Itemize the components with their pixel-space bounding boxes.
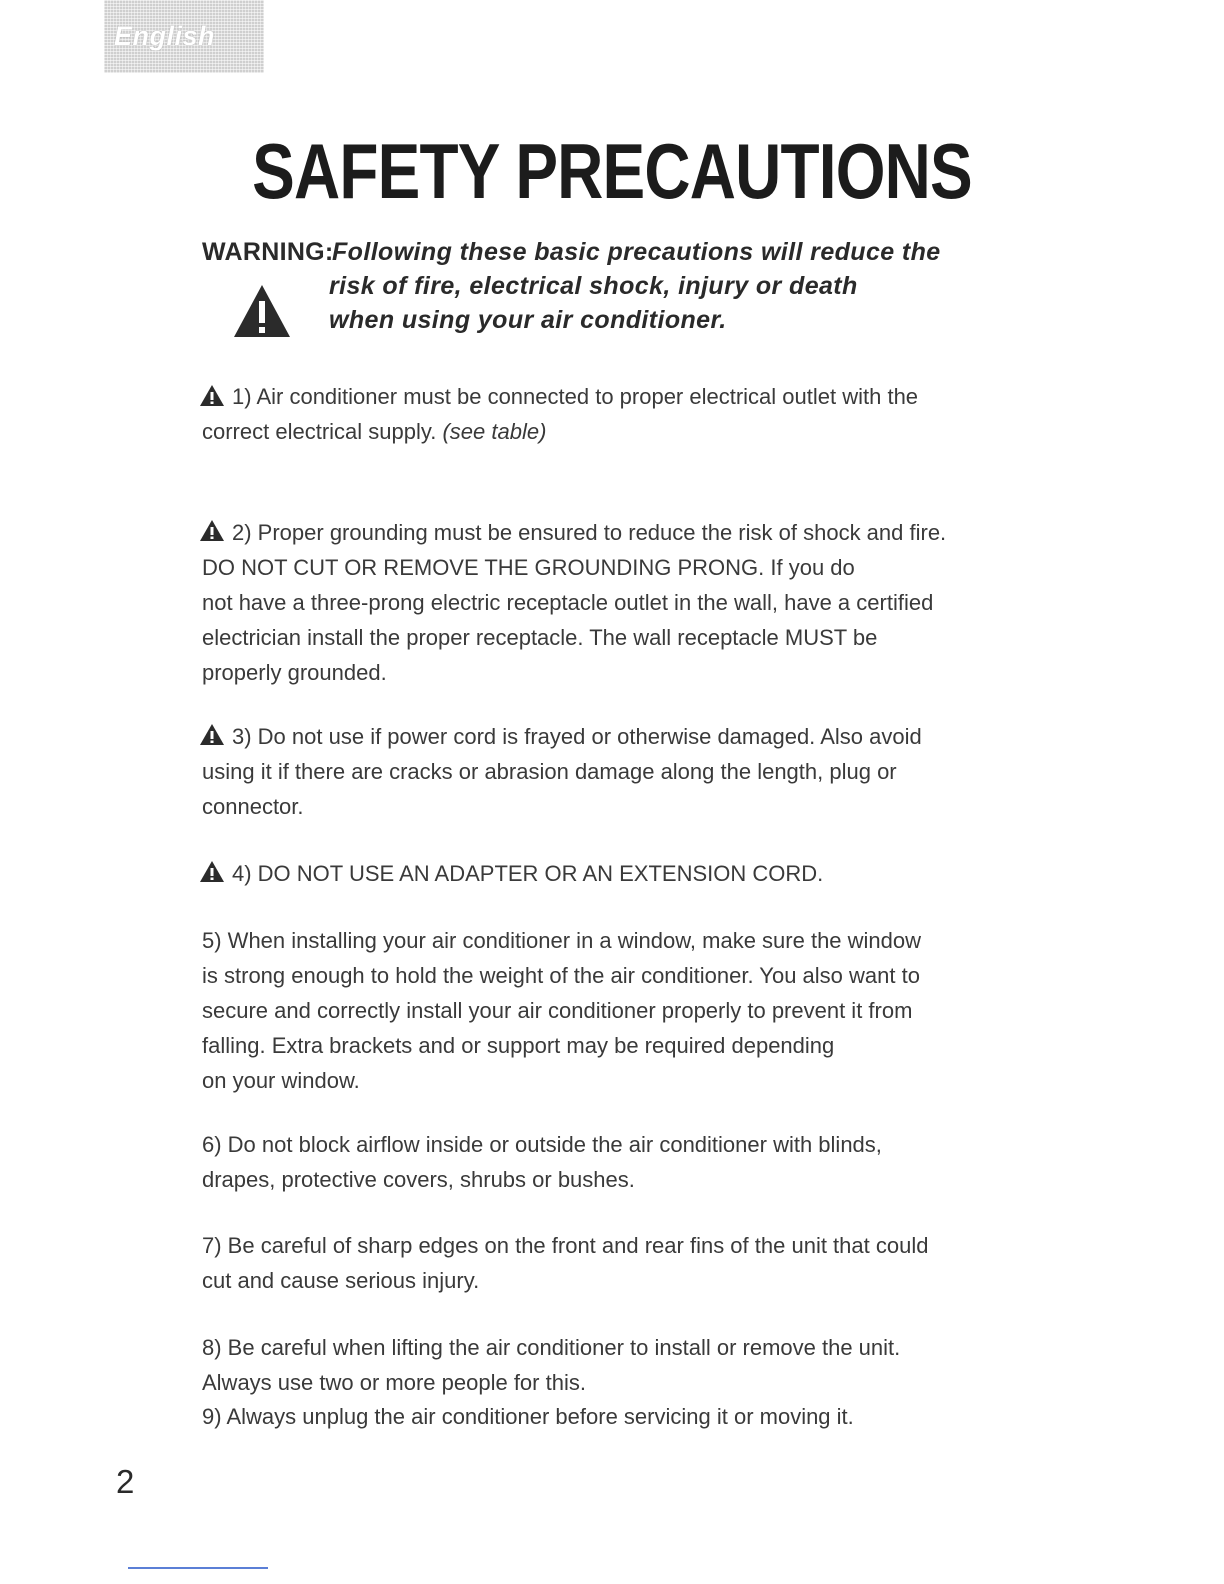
- item-2-line-5: properly grounded.: [202, 660, 387, 685]
- item-2-line-2: DO NOT CUT OR REMOVE THE GROUNDING PRONG. If you do: [202, 555, 855, 580]
- item-5-line-4: falling. Extra brackets and or support may be required depending: [202, 1033, 835, 1058]
- item-5-line-1: 5) When installing your air conditioner in a window, make sure the window: [202, 928, 922, 953]
- item-5-line-2: is strong enough to hold the weight of the air conditioner. You also want to: [202, 963, 920, 988]
- precaution-item-4: [202, 856, 1022, 891]
- page-number: 2: [116, 1463, 135, 1500]
- item-1-line-1: 1) Air conditioner must be connected to proper electrical outlet with the: [232, 384, 919, 409]
- footer-rule: [128, 1567, 268, 1569]
- warning-line-3: when using your air conditioner.: [329, 306, 727, 334]
- precaution-item-5: [202, 923, 1022, 1098]
- item-2-line-4: electrician install the proper receptacle. The wall receptacle MUST be: [202, 625, 878, 650]
- item-1-line-2: correct electrical supply.: [202, 419, 437, 444]
- precaution-item-3: [202, 719, 1022, 824]
- item-2-line-1: 2) Proper grounding must be ensured to reduce the risk of shock and fire.: [232, 520, 947, 545]
- item-1-note: (see table): [442, 419, 547, 444]
- item-6-line-1: 6) Do not block airflow inside or outside the air conditioner with blinds,: [202, 1132, 882, 1157]
- warning-label: WARNING:: [202, 238, 334, 266]
- precaution-item-7: [202, 1228, 1022, 1298]
- item-3-line-3: connector.: [202, 794, 304, 819]
- precaution-item-8: [202, 1330, 1022, 1400]
- item-5-line-5: on your window.: [202, 1068, 360, 1093]
- item-3-line-2: using it if there are cracks or abrasion damage along the length, plug or: [202, 759, 897, 784]
- page-title: SAFETY PRECAUTIONS: [252, 127, 972, 215]
- item-6-line-2: drapes, protective covers, shrubs or bushes.: [202, 1167, 635, 1192]
- warning-line-1: Following these basic precautions will reduce the: [332, 238, 941, 266]
- precaution-item-9: [202, 1399, 1022, 1434]
- item-8-line-1: 8) Be careful when lifting the air conditioner to install or remove the unit.: [202, 1335, 901, 1360]
- item-4-line-1: 4) DO NOT USE AN ADAPTER OR AN EXTENSION CORD.: [232, 861, 824, 886]
- item-2-line-3: not have a three-prong electric receptacle outlet in the wall, have a certified: [202, 590, 934, 615]
- precaution-item-2: [202, 515, 1022, 690]
- item-3-line-1: 3) Do not use if power cord is frayed or otherwise damaged. Also avoid: [232, 724, 922, 749]
- item-9-line-1: 9) Always unplug the air conditioner before servicing it or moving it.: [202, 1404, 854, 1429]
- warning-triangle-icon: [232, 283, 292, 339]
- precaution-item-6: [202, 1127, 1022, 1197]
- language-tab: [104, 0, 264, 73]
- precaution-item-1: [202, 379, 1022, 449]
- warning-line-2: risk of fire, electrical shock, injury or death: [329, 272, 858, 300]
- item-8-line-2: Always use two or more people for this.: [202, 1370, 586, 1395]
- item-7-line-1: 7) Be careful of sharp edges on the front and rear fins of the unit that could: [202, 1233, 929, 1258]
- language-tab-label: English: [114, 21, 216, 51]
- item-5-line-3: secure and correctly install your air conditioner properly to prevent it from: [202, 998, 913, 1023]
- item-7-line-2: cut and cause serious injury.: [202, 1268, 480, 1293]
